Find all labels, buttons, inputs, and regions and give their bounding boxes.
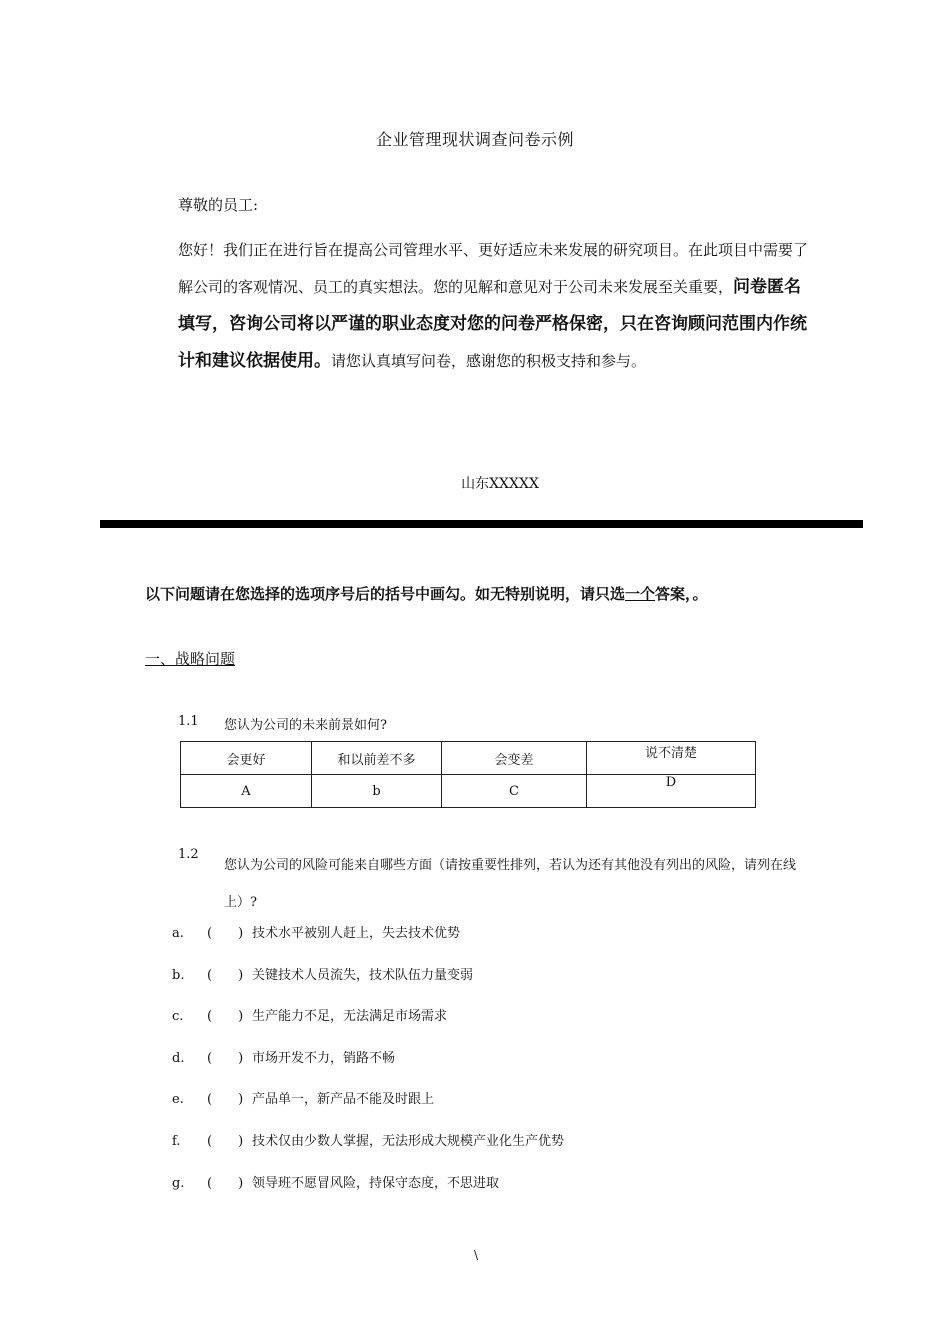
- item-text: 产品单一，新产品不能及时跟上: [252, 1092, 435, 1108]
- item-letter: c.: [172, 1009, 184, 1025]
- answer-bracket[interactable]: ( ): [207, 1175, 244, 1191]
- item-letter: a.: [172, 926, 184, 941]
- intro-paragraph: [178, 232, 813, 380]
- list-item: [172, 924, 564, 966]
- list-item: [172, 1174, 564, 1216]
- question-1-1-text: 您认为公司的未来前景如何?: [224, 718, 387, 733]
- list-item: [172, 1132, 564, 1174]
- item-text: 市场开发不力，销路不畅: [252, 1050, 396, 1066]
- item-letter: f.: [172, 1133, 181, 1149]
- option-label: 会更好: [181, 742, 312, 775]
- answer-bracket[interactable]: ( ): [207, 1133, 244, 1149]
- section-title: 一、战略问题: [145, 650, 236, 668]
- answer-bracket[interactable]: ( ): [207, 1092, 244, 1108]
- question-1-1-options-table: [180, 741, 756, 808]
- item-letter: d.: [172, 1050, 185, 1066]
- option-code[interactable]: C: [442, 775, 587, 808]
- organization-name: 山东XXXXX: [461, 476, 539, 492]
- intro-confidentiality-notice: 问卷匿名填写，咨询公司将以严谨的职业态度对您的问卷严格保密，只在咨询顾问范围内作统计和建议依据使用。: [178, 277, 807, 371]
- instruction-post: 答案，。: [655, 585, 708, 603]
- intro-text-1: 您好！我们正在进行旨在提高公司管理水平、更好适应未来发展的研究项目。在此项目中需要了解公司的客观情况、员工的真实想法。您的见解和意见对于公司未来发展至关重要，: [178, 241, 809, 296]
- footer-mark: \: [474, 1248, 479, 1262]
- answer-bracket[interactable]: ( ): [207, 1009, 244, 1025]
- option-code[interactable]: b: [312, 775, 442, 808]
- item-text: 技术仅由少数人掌握，无法形成大规模产业化生产优势: [252, 1133, 565, 1149]
- option-label: 说不清楚: [587, 742, 756, 775]
- option-code[interactable]: A: [181, 775, 312, 808]
- option-code[interactable]: D: [587, 775, 756, 808]
- option-label: 和以前差不多: [312, 742, 442, 775]
- item-letter: b.: [172, 967, 185, 983]
- list-item: [172, 1090, 564, 1132]
- item-text: 技术水平被别人赶上，失去技术优势: [252, 926, 461, 941]
- item-text: 生产能力不足，无法满足市场需求: [252, 1009, 448, 1025]
- question-1-2-text: 您认为公司的风险可能来自哪些方面（请按重要性排列，若认为还有其他没有列出的风险，请列在线上）?: [224, 858, 797, 910]
- list-item: [172, 1007, 564, 1049]
- list-item: [172, 1049, 564, 1091]
- intro-text-2: 请您认真填写问卷，感谢您的积极支持和参与。: [331, 352, 647, 370]
- question-1-2-number: 1.2: [178, 847, 199, 862]
- instruction-text: [145, 583, 708, 604]
- list-item: [172, 966, 564, 1008]
- instruction-underlined: 一个: [625, 585, 656, 603]
- answer-bracket[interactable]: ( ): [207, 967, 244, 983]
- option-label: 会变差: [442, 742, 587, 775]
- item-letter: e.: [172, 1092, 184, 1108]
- instruction-pre: 以下问题请在您选择的选项序号后的括号中画勾。如无特别说明，请只选: [145, 585, 626, 603]
- item-letter: g.: [172, 1175, 185, 1191]
- question-1-2-answer-list: [172, 924, 564, 1215]
- item-text: 领导班不愿冒风险，持保守态度，不思进取: [252, 1175, 500, 1191]
- item-text: 关键技术人员流失，技术队伍力量变弱: [252, 967, 474, 983]
- divider-rule: [100, 520, 863, 528]
- answer-bracket[interactable]: ( ): [207, 926, 244, 941]
- question-1-1-number: 1.1: [178, 714, 199, 729]
- document-title: 企业管理现状调查问卷示例: [375, 130, 574, 149]
- answer-bracket[interactable]: ( ): [207, 1050, 244, 1066]
- greeting: 尊敬的员工:: [178, 196, 259, 214]
